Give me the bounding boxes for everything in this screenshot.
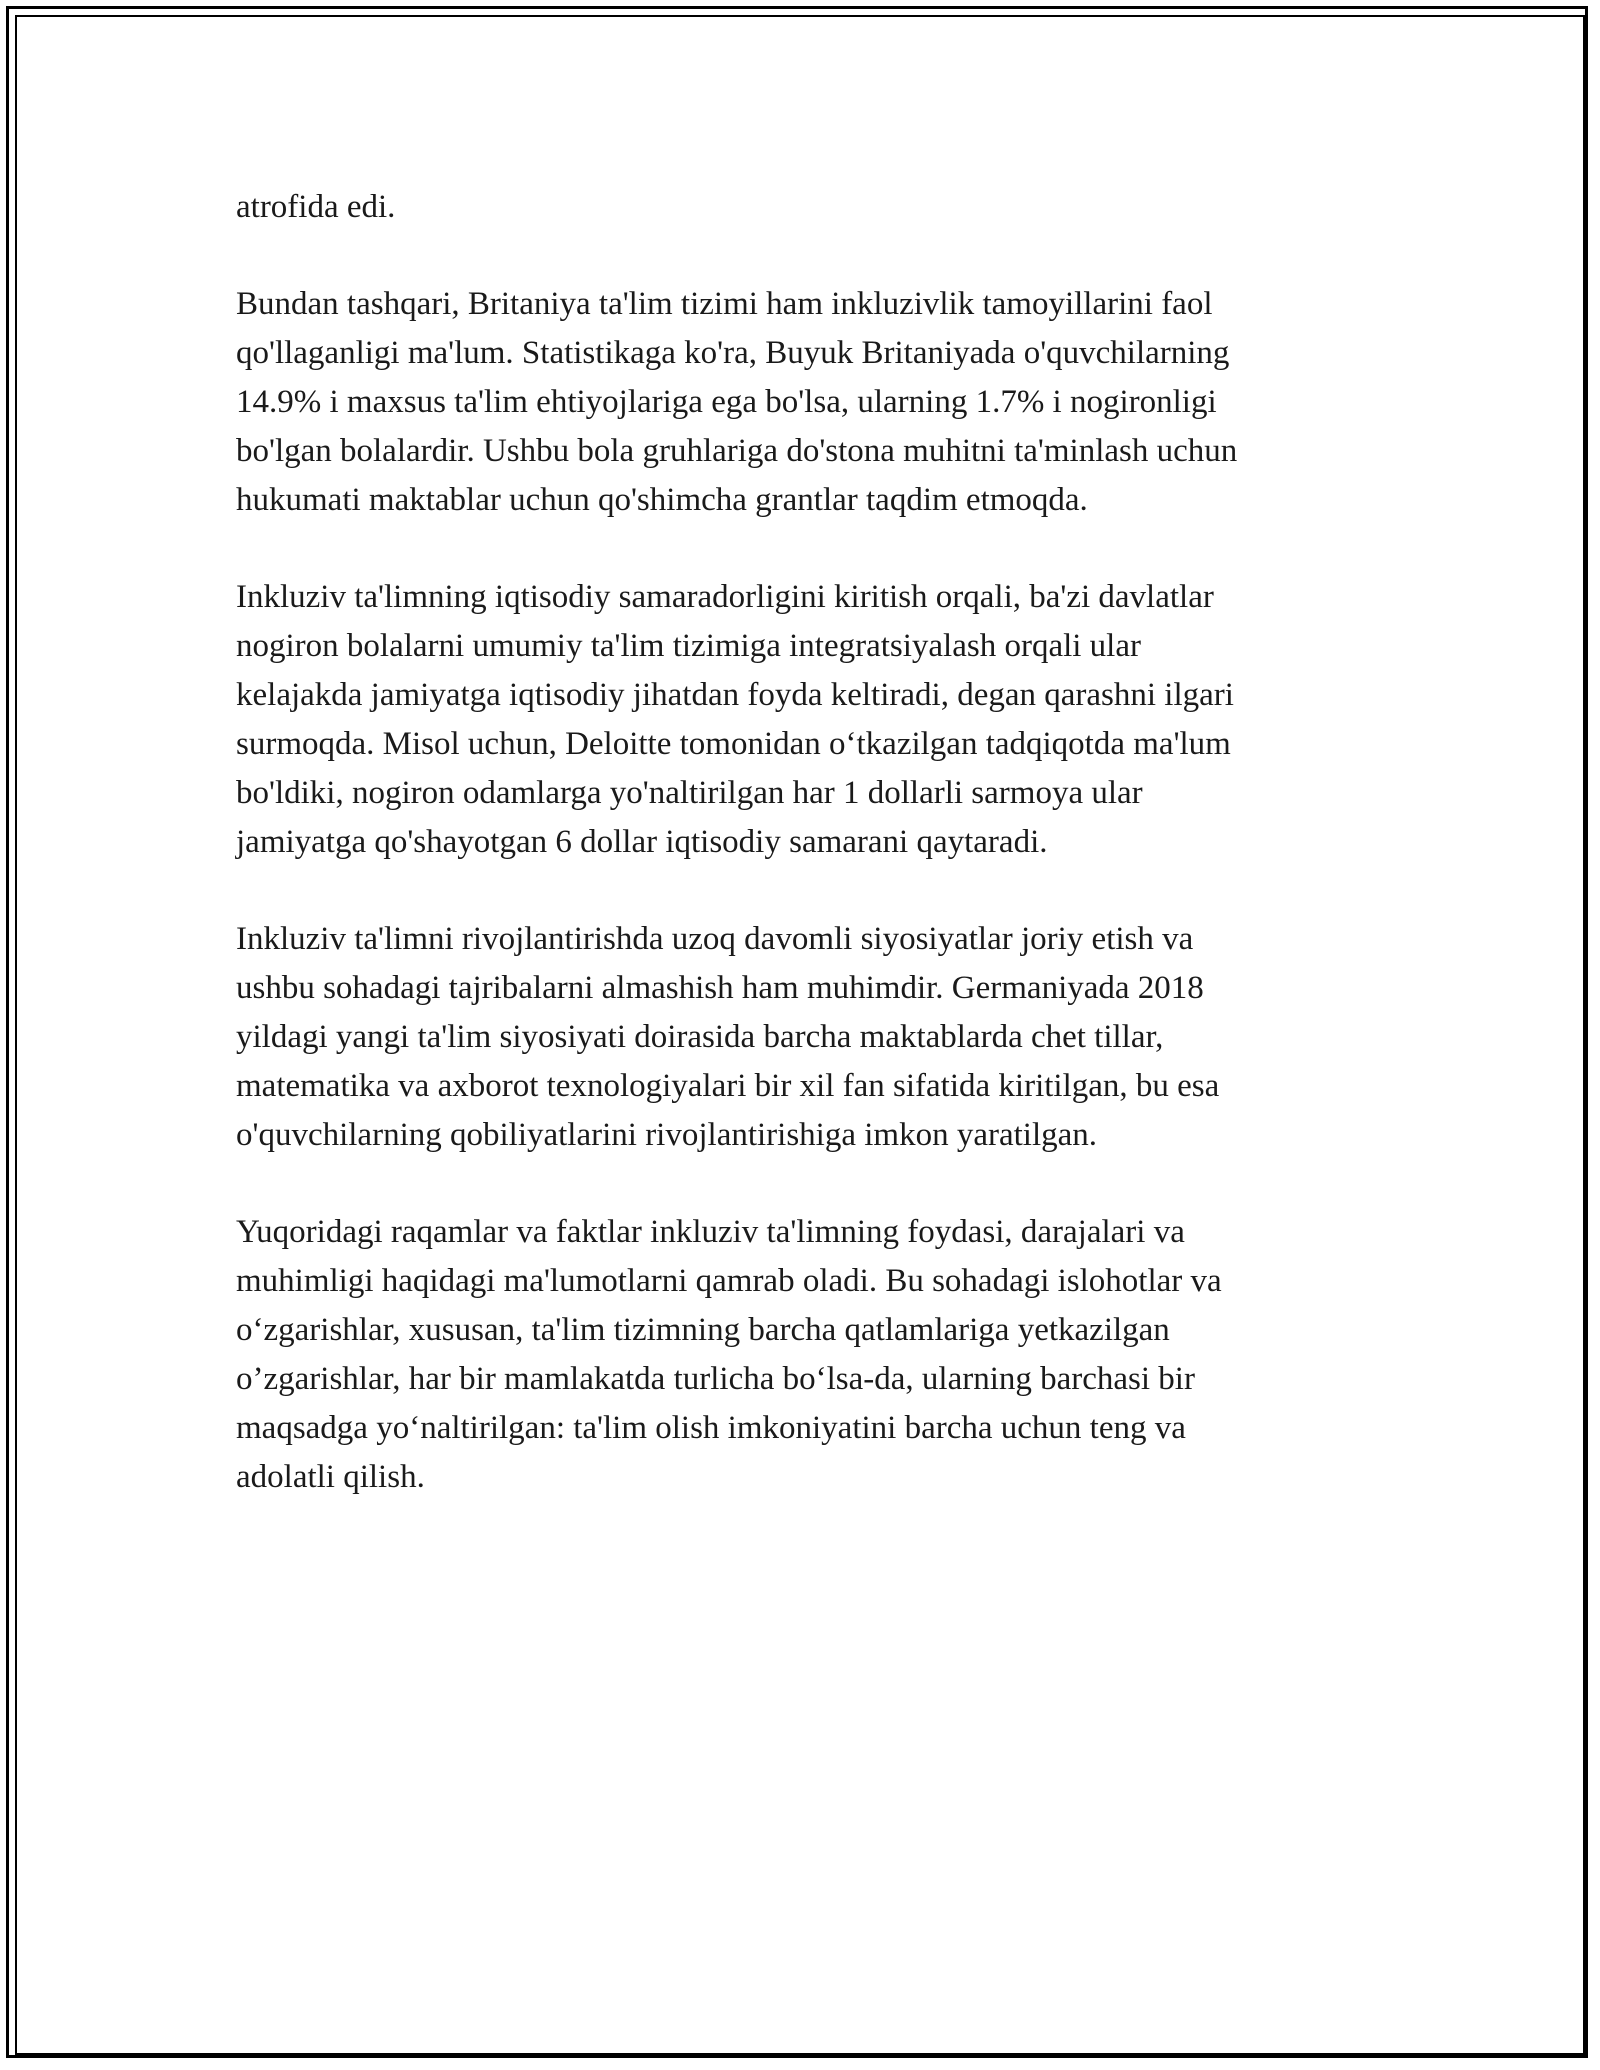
text-line: jamiyatga qo'shayotgan 6 dollar iqtisodiy samarani qaytaradi. bbox=[236, 824, 1048, 860]
text-line: yildagi yangi ta'lim siyosiyati doirasida barcha maktablarda chet tillar, bbox=[236, 1019, 1164, 1055]
text-line: kelajakda jamiyatga iqtisodiy jihatdan foyda keltiradi, degan qarashni ilgari bbox=[236, 677, 1234, 713]
paragraph-4 bbox=[236, 915, 1386, 1160]
text-line: maqsadga yo‘naltirilgan: ta'lim olish imkoniyatini barcha uchun teng va bbox=[236, 1410, 1186, 1446]
text-line: 14.9% i maxsus ta'lim ehtiyojlariga ega bo'lsa, ularning 1.7% i nogironligi bbox=[236, 384, 1217, 420]
paragraph-3 bbox=[236, 573, 1386, 867]
document-body bbox=[236, 183, 1386, 1550]
text-line: hukumati maktablar uchun qo'shimcha grantlar taqdim etmoqda. bbox=[236, 482, 1088, 518]
text-line: adolatli qilish. bbox=[236, 1459, 425, 1495]
text-line: ushbu sohadagi tajribalarni almashish ham muhimdir. Germaniyada 2018 bbox=[236, 970, 1204, 1006]
text-line: Inkluziv ta'limni rivojlantirishda uzoq davomli siyosiyatlar joriy etish va bbox=[236, 921, 1194, 957]
text-line: Inkluziv ta'limning iqtisodiy samaradorligini kiritish orqali, ba'zi davlatlar bbox=[236, 579, 1214, 615]
text-line: nogiron bolalarni umumiy ta'lim tizimiga integratsiyalash orqali ular bbox=[236, 628, 1141, 664]
text-line: bo'lgan bolalardir. Ushbu bola gruhlariga do'stona muhitni ta'minlash uchun bbox=[236, 433, 1238, 469]
text-line: atrofida edi. bbox=[236, 189, 396, 225]
text-line: o'quvchilarning qobiliyatlarini rivojlantirishiga imkon yaratilgan. bbox=[236, 1117, 1098, 1153]
text-line: matematika va axborot texnologiyalari bir xil fan sifatida kiritilgan, bu esa bbox=[236, 1068, 1220, 1104]
text-line: bo'ldiki, nogiron odamlarga yo'naltirilgan har 1 dollarli sarmoya ular bbox=[236, 775, 1143, 811]
text-line: o‘zgarishlar, xususan, ta'lim tizimning barcha qatlamlariga yetkazilgan bbox=[236, 1312, 1170, 1348]
paragraph-1 bbox=[236, 183, 1386, 232]
paragraph-5 bbox=[236, 1208, 1386, 1502]
text-line: Bundan tashqari, Britaniya ta'lim tizimi ham inkluzivlik tamoyillarini faol bbox=[236, 286, 1213, 322]
text-line: o’zgarishlar, har bir mamlakatda turlicha bo‘lsa-da, ularning barchasi bir bbox=[236, 1361, 1195, 1397]
text-line: muhimligi haqidagi ma'lumotlarni qamrab oladi. Bu sohadagi islohotlar va bbox=[236, 1263, 1222, 1299]
text-line: qo'llaganligi ma'lum. Statistikaga ko'ra, Buyuk Britaniyada o'quvchilarning bbox=[236, 335, 1230, 371]
paragraph-2 bbox=[236, 280, 1386, 525]
text-line: Yuqoridagi raqamlar va faktlar inkluziv ta'limning foydasi, darajalari va bbox=[236, 1214, 1185, 1250]
text-line: surmoqda. Misol uchun, Deloitte tomonidan o‘tkazilgan tadqiqotda ma'lum bbox=[236, 726, 1231, 762]
